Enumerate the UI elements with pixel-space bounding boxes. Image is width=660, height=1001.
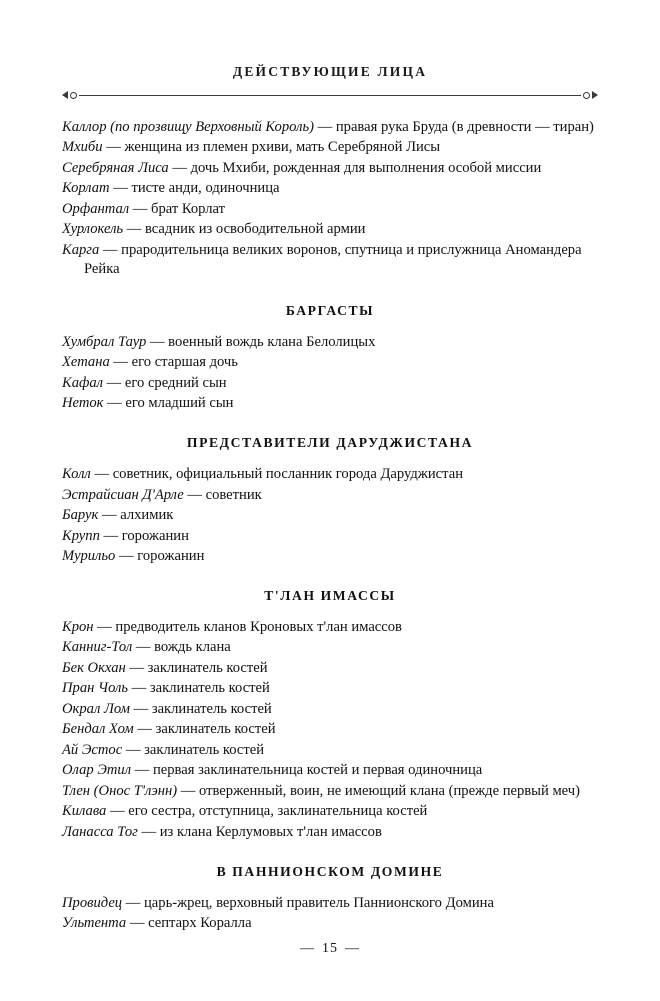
- list-item: [62, 353, 598, 372]
- section-entry-list-pannion-domin: [62, 894, 598, 933]
- list-item: [62, 527, 598, 546]
- character-name: Каллор (по прозвищу Верховный Король): [62, 119, 314, 135]
- list-item: [62, 333, 598, 352]
- list-item: [62, 506, 598, 525]
- list-item: [62, 394, 598, 413]
- section-heading-tlan-imass: Т'ЛАН ИМАССЫ: [264, 587, 396, 603]
- character-name: Хурлокель: [62, 221, 124, 238]
- character-desc: — его средний сын: [103, 374, 227, 391]
- character-desc: — его сестра, отступница, заклинательница костей: [106, 803, 428, 820]
- character-name: Килава: [62, 803, 107, 820]
- section-entry-list-darujhistan: [62, 465, 598, 566]
- character-desc: — всадник из освободительной армии: [123, 221, 366, 238]
- character-desc: — вождь клана: [132, 639, 231, 656]
- character-name: Неток: [62, 395, 104, 412]
- character-name: Кафал: [62, 374, 104, 391]
- folio-left-dash: —: [300, 941, 315, 956]
- character-desc: — его младший сын: [103, 395, 234, 412]
- character-desc: — женщина из племен рхиви, мать Серебряной Лисы: [102, 139, 441, 156]
- character-desc: — советник: [183, 486, 262, 503]
- character-name: Хетана: [62, 354, 110, 371]
- character-name: Окрал Лом: [62, 700, 130, 717]
- character-name: Крупп: [62, 527, 100, 544]
- character-name: Канниг-Тол: [62, 639, 133, 656]
- list-item: [62, 486, 598, 505]
- character-desc: — заклинатель костей: [133, 721, 276, 738]
- list-item: [62, 823, 598, 842]
- character-name: Ай Эстос: [62, 741, 123, 758]
- list-item: [62, 894, 598, 913]
- character-desc: — первая заклинательница костей и первая одиночница: [131, 762, 483, 779]
- character-desc: — заклинатель костей: [125, 659, 268, 676]
- character-desc: — септарх Коралла: [126, 915, 252, 932]
- character-desc: — из клана Керлумовых т'лан имассов: [137, 823, 382, 840]
- character-name: Пран Чоль: [62, 680, 129, 697]
- section-heading-pannion-domin: В ПАННИОНСКОМ ДОМИНЕ: [216, 863, 444, 879]
- section-heading-bargasty: БАРГАСТЫ: [285, 302, 375, 318]
- character-name: Орфантал: [62, 200, 130, 217]
- list-item: [62, 679, 598, 698]
- character-name: Олар Этил: [62, 762, 132, 779]
- character-name: Тлен (Онос Т'лэнн): [62, 782, 178, 799]
- character-name: Ультента: [62, 915, 127, 932]
- list-item: [62, 782, 598, 801]
- intro-entry-list: [62, 118, 598, 279]
- ornament-right-bar: [330, 95, 581, 96]
- character-name: Хумбрал Таур: [62, 333, 147, 350]
- ornament-left-dot-icon: [70, 92, 77, 99]
- list-item: [62, 200, 598, 219]
- section-entry-list-tlan-imass: [62, 618, 598, 842]
- character-desc: — горожанин: [115, 548, 205, 564]
- character-name: Мхиби: [62, 139, 103, 156]
- ornament-right-arrow-icon: [592, 91, 598, 99]
- character-desc: — тисте анди, одиночница: [109, 180, 280, 197]
- ornament-right-dot-icon: [583, 92, 590, 99]
- character-desc: — дочь Мхиби, рожденная для выполнения особой миссии: [168, 159, 542, 176]
- list-item: [62, 547, 598, 566]
- character-desc: — военный вождь клана Белолицых: [146, 333, 376, 350]
- character-name: Крон: [62, 618, 94, 635]
- character-desc: — царь-жрец, верховный правитель Паннионского Домина: [122, 894, 494, 911]
- character-desc: — заклинатель костей: [128, 680, 270, 697]
- folio-right-dash: —: [345, 941, 360, 956]
- list-item: [62, 761, 598, 780]
- list-item: [62, 118, 598, 137]
- character-desc: — его старшая дочь: [109, 354, 238, 371]
- character-name: Серебряная Лиса: [62, 159, 169, 176]
- ornament-left-arrow-icon: [62, 91, 68, 99]
- character-name: Корлат: [62, 180, 110, 197]
- list-item: [62, 720, 598, 739]
- character-name: Барук: [62, 507, 99, 524]
- character-name: Провидец: [62, 894, 123, 911]
- character-desc: — заклинатель костей: [129, 700, 272, 717]
- section-entry-list-bargasty: [62, 333, 598, 413]
- list-item: [62, 638, 598, 657]
- section-heading-darujhistan: ПРЕДСТАВИТЕЛИ ДАРУДЖИСТАНА: [186, 435, 474, 451]
- character-name: Бек Окхан: [62, 659, 126, 676]
- character-desc: — алхимик: [98, 507, 174, 524]
- character-desc: — отверженный, воин, не имеющий клана (прежде первый меч): [177, 782, 580, 799]
- character-name: Колл: [62, 466, 91, 483]
- list-item: [62, 159, 598, 178]
- header-ornament-rule: [62, 90, 598, 100]
- ornament-left-bar: [79, 95, 330, 96]
- list-item: [62, 700, 598, 719]
- character-desc: — прародительница великих воронов, спутница и прислужница Аномандера Рейка: [84, 241, 582, 277]
- character-name: Мурильо: [62, 548, 116, 564]
- list-item: [62, 914, 598, 933]
- list-item: [62, 741, 598, 760]
- character-name: Ланасса Тог: [62, 823, 138, 840]
- character-desc: — советник, официальный посланник города Даруджистан: [90, 466, 464, 483]
- list-item: [62, 179, 598, 198]
- list-item: [62, 465, 598, 484]
- character-desc: — брат Корлат: [129, 200, 226, 217]
- character-name: Бендал Хом: [62, 721, 134, 738]
- list-item: [62, 220, 598, 239]
- page-folio: [0, 941, 660, 957]
- character-name: Карга: [62, 241, 100, 258]
- character-name: Эстрайсиан Д'Арле: [62, 486, 184, 503]
- character-desc: — предводитель кланов Кроновых т'лан имассов: [93, 618, 402, 635]
- character-desc: — правая рука Бруда (в древности — тиран): [313, 119, 594, 135]
- page-header-title: ДЕЙСТВУЮЩИЕ ЛИЦА: [232, 64, 428, 79]
- list-item: [62, 241, 598, 279]
- list-item: [62, 138, 598, 157]
- list-item: [62, 659, 598, 678]
- list-item: [62, 618, 598, 637]
- list-item: [62, 374, 598, 393]
- character-desc: — горожанин: [99, 527, 189, 544]
- list-item: [62, 802, 598, 821]
- character-desc: — заклинатель костей: [122, 741, 265, 758]
- page-number: 15: [322, 941, 338, 956]
